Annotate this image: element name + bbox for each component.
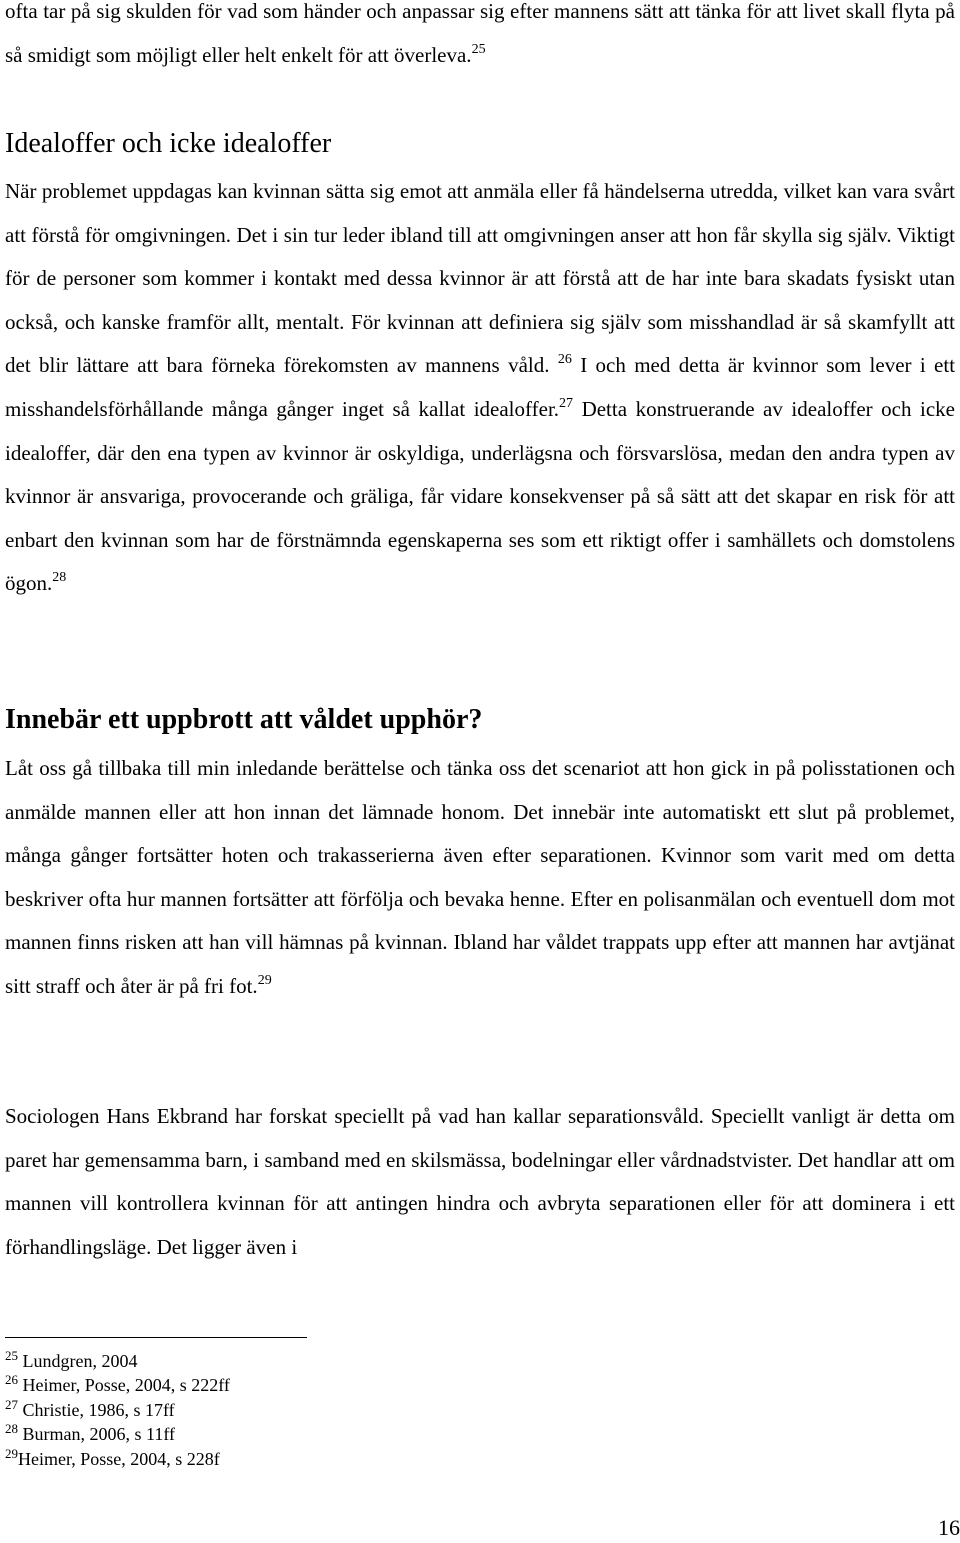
- footnote-ref-25: 25: [471, 41, 486, 57]
- ekbrand-paragraph: [5, 1095, 955, 1269]
- uppbrott-text: Låt oss gå tillbaka till min inledande berättelse och tänka oss det scenariot att hon gick in på polisstationen och anmälde mannen eller att hon innan det lämnade honom. Det innebär inte automatiskt ett slut på problemet, många gånger fortsätter hoten och trakasserierna även efter separationen. Kvinnor som varit med om detta beskriver ofta hur mannen fortsätter att förfölja och bevaka henne. Efter en polisanmälan och eventuell dom mot mannen finns risken att han vill hämnas på kvinnan. Ibland har våldet trappats upp efter att mannen har avtjänat sitt straff och åter är på fri fot.: [5, 756, 955, 998]
- footnote-text: Lundgren, 2004: [22, 1351, 138, 1371]
- footnote-text: Christie, 1986, s 17ff: [22, 1399, 175, 1420]
- intro-paragraph: [5, 0, 955, 77]
- footnote-number: 26: [5, 1372, 18, 1388]
- idealoffer-text-2: I och med detta är kvinnor som lever i ett misshandelsförhållande många gånger inget så kallat idealoffer.: [5, 353, 956, 421]
- footnote-ref-26: 26: [557, 352, 572, 368]
- footnote-ref-28: 28: [52, 570, 67, 586]
- footnote-number: 27: [5, 1396, 18, 1412]
- uppbrott-paragraph: [5, 747, 955, 1009]
- footnote-ref-29: 29: [257, 972, 272, 988]
- footnote-separator: [5, 1337, 307, 1338]
- section-heading-idealoffer: Idealoffer och icke idealoffer: [5, 128, 332, 159]
- footnote-ref-27: 27: [559, 395, 574, 411]
- idealoffer-paragraph: [5, 170, 955, 606]
- footnote-text: Heimer, Posse, 2004, s 228f: [18, 1448, 220, 1469]
- footnote-number: 28: [5, 1421, 18, 1437]
- footnote-item: [5, 1349, 230, 1373]
- footnote-text: Burman, 2006, s 11ff: [22, 1424, 175, 1445]
- section-heading-uppbrott: Innebär ett uppbrott att våldet upphör?: [5, 704, 483, 735]
- footnote-text: Heimer, Posse, 2004, s 222ff: [22, 1375, 230, 1396]
- idealoffer-text-1: När problemet uppdagas kan kvinnan sätta sig emot att anmäla eller få händelserna utredda, vilket kan vara svårt att förstå för omgivningen. Det i sin tur leder ibland till att omgivningen anser att hon får skylla sig själv. Viktigt för de personer som kommer i kontakt med dessa kvinnor är att förstå att de har inte bara skadats fysiskt utan också, och kanske framför allt, mentalt. För kvinnan att definiera sig själv som misshandlad är så skamfyllt att det blir lättare att bara förneka förekomsten av mannens våld.: [5, 179, 955, 378]
- footnote-number: 29: [5, 1445, 18, 1461]
- footnote-number: 25: [5, 1348, 18, 1363]
- page-number: 16: [938, 1515, 960, 1540]
- footnote-item: [5, 1447, 230, 1471]
- intro-text: ofta tar på sig skulden för vad som händer och anpassar sig efter mannens sätt att tänka för att livet skall flyta på så smidigt som möjligt eller helt enkelt för att överleva.: [5, 0, 955, 67]
- idealoffer-text-3: Detta konstruerande av idealoffer och icke idealoffer, där den ena typen av kvinnor är oskyldiga, underlägsna och försvarslösa, medan den andra typen av kvinnor är ansvariga, provocerande och gräliga, får vidare konsekvenser på så sätt att det skapar en risk för att enbart den kvinnan som har de förstnämnda egenskaperna ses som ett riktigt offer i samhällets och domstolens ögon.: [5, 396, 955, 596]
- ekbrand-text: Sociologen Hans Ekbrand har forskat speciellt på vad han kallar separationsvåld. Speciellt vanligt är detta om paret har gemensamma barn, i samband med en skilsmässa, bodelningar eller vårdnadstvister. Det handlar att om mannen vill kontrollera kvinnan för att antingen hindra och avbryta separationen eller för att dominera i ett förhandlingsläge. Det ligger även i: [5, 1104, 955, 1259]
- footnote-item: [5, 1398, 230, 1422]
- footnote-item: [5, 1422, 230, 1446]
- footnotes: [5, 1349, 230, 1471]
- footnote-item: [5, 1373, 230, 1397]
